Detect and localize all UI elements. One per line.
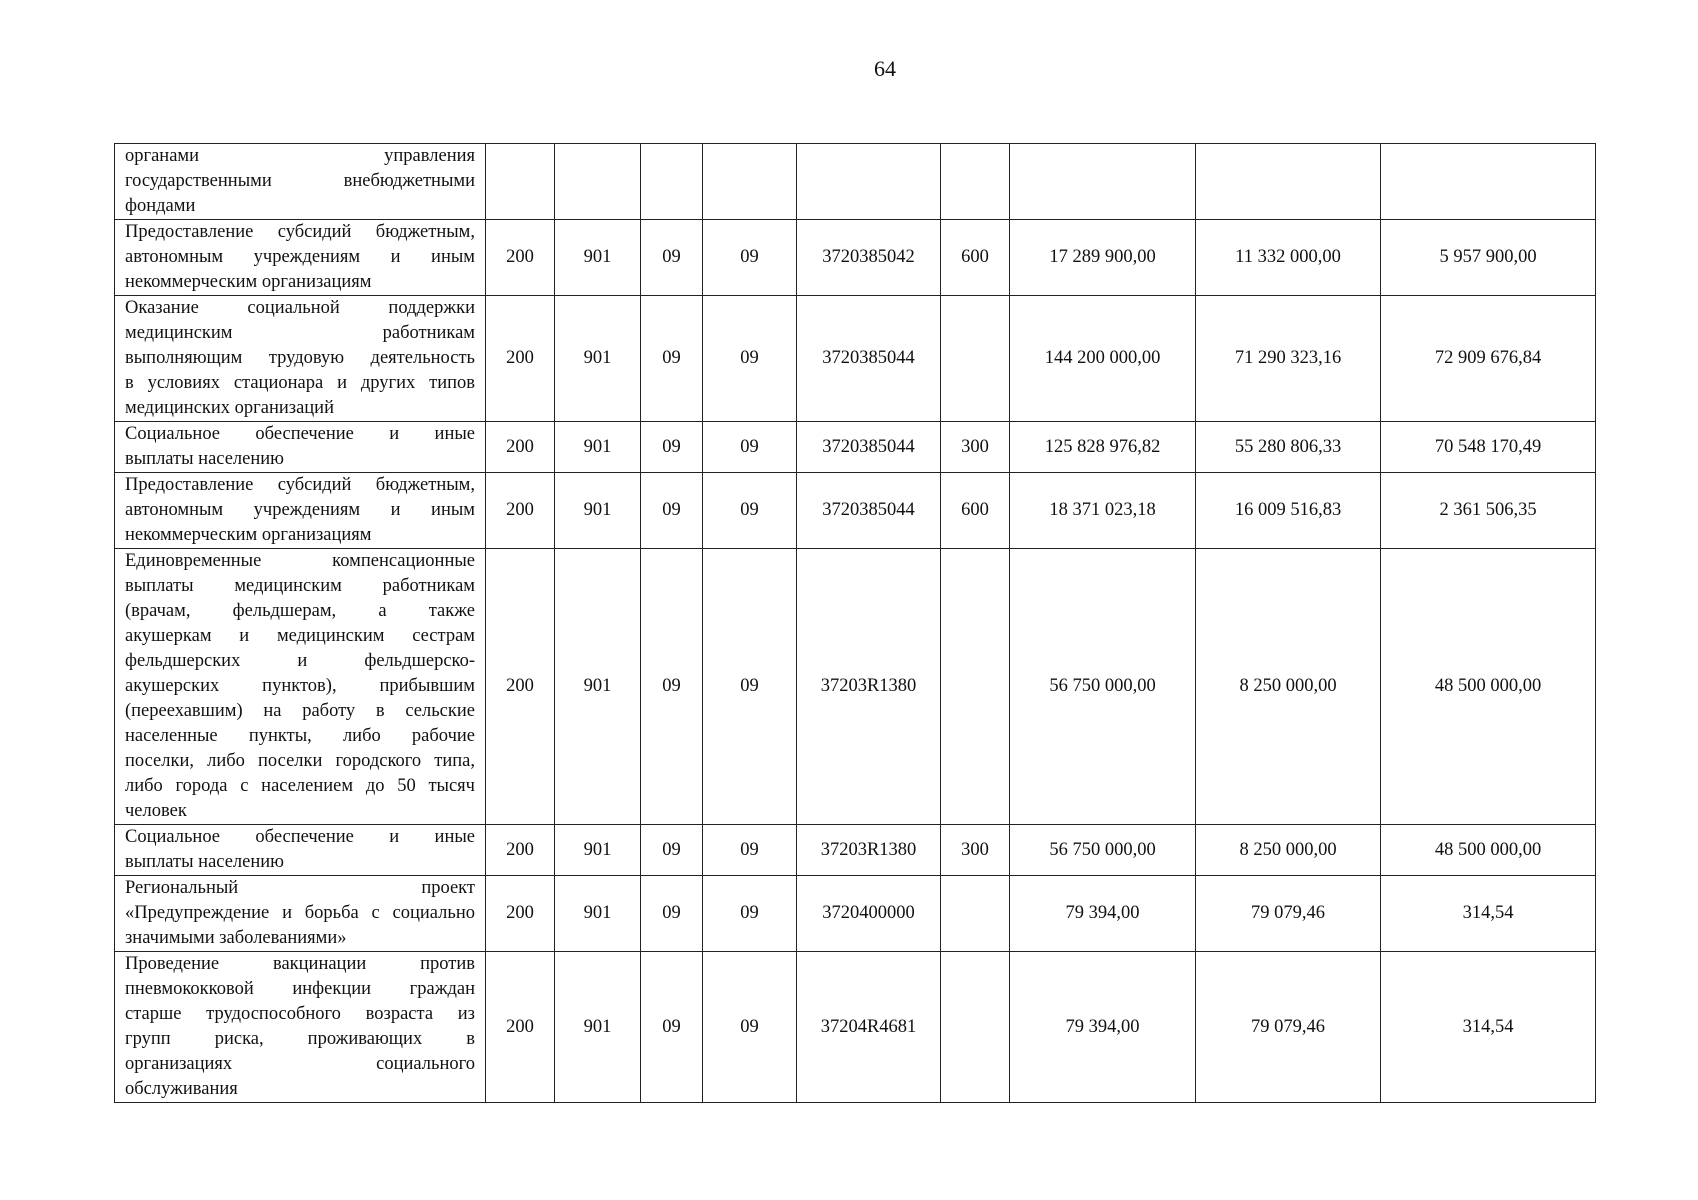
subsection-code-cell: 09 — [703, 952, 797, 1103]
row-name-line: Проведение вакцинации против — [125, 954, 475, 974]
executed-amount-cell: 8 250 000,00 — [1196, 549, 1381, 825]
executed-amount-cell: 11 332 000,00 — [1196, 220, 1381, 296]
row-name-line: медицинским работникам — [125, 323, 475, 343]
code-column-cell: 200 — [486, 473, 555, 549]
ministry-code-cell: 901 — [555, 473, 641, 549]
row-name-line: некоммерческим организациям — [125, 272, 372, 292]
table-row — [115, 549, 1596, 825]
row-name-line: фондами — [125, 196, 196, 216]
row-name-line: организациях социального — [125, 1054, 475, 1074]
row-name-line: поселки, либо поселки городского типа, — [125, 751, 475, 771]
executed-amount-cell: 71 290 323,16 — [1196, 296, 1381, 422]
planned-amount-cell: 125 828 976,82 — [1010, 422, 1196, 473]
subsection-code-cell: 09 — [703, 473, 797, 549]
row-name-line: выплаты населению — [125, 852, 284, 872]
row-name-line: населенные пункты, либо рабочие — [125, 726, 475, 746]
subsection-code-cell: 09 — [703, 825, 797, 876]
code-column-cell: 200 — [486, 220, 555, 296]
remaining-amount-cell — [1381, 144, 1596, 220]
row-name-line: некоммерческим организациям — [125, 525, 372, 545]
expense-type-cell: 300 — [941, 422, 1010, 473]
target-article-cell: 3720385044 — [797, 473, 941, 549]
executed-amount-cell — [1196, 144, 1381, 220]
row-name-line: в условиях стационара и других типов — [125, 373, 475, 393]
page-number: 64 — [874, 56, 896, 81]
row-name-line: Единовременные компенсационные — [125, 551, 475, 571]
row-name-line: либо города с населением до 50 тысяч — [125, 776, 475, 796]
expense-type-cell — [941, 952, 1010, 1103]
row-name-line: Оказание социальной поддержки — [125, 298, 475, 318]
table-row — [115, 144, 1596, 220]
ministry-code-cell: 901 — [555, 876, 641, 952]
ministry-code-cell: 901 — [555, 220, 641, 296]
target-article-cell: 3720400000 — [797, 876, 941, 952]
planned-amount-cell: 17 289 900,00 — [1010, 220, 1196, 296]
row-name-line: автономным учреждениям и иным — [125, 500, 475, 520]
planned-amount-cell: 79 394,00 — [1010, 952, 1196, 1103]
target-article-cell: 37204R4681 — [797, 952, 941, 1103]
row-name-cell — [115, 296, 486, 422]
code-column-cell: 200 — [486, 422, 555, 473]
row-name-line: обслуживания — [125, 1079, 238, 1099]
planned-amount-cell: 56 750 000,00 — [1010, 549, 1196, 825]
section-code-cell: 09 — [641, 952, 703, 1103]
expense-type-cell — [941, 144, 1010, 220]
row-name-line: акушеркам и медицинским сестрам — [125, 626, 475, 646]
section-code-cell: 09 — [641, 549, 703, 825]
subsection-code-cell: 09 — [703, 220, 797, 296]
row-name-cell — [115, 422, 486, 473]
ministry-code-cell — [555, 144, 641, 220]
row-name-cell — [115, 144, 486, 220]
row-name-cell — [115, 549, 486, 825]
planned-amount-cell: 18 371 023,18 — [1010, 473, 1196, 549]
subsection-code-cell: 09 — [703, 549, 797, 825]
row-name-line: выплаты медицинским работникам — [125, 576, 475, 596]
target-article-cell: 37203R1380 — [797, 549, 941, 825]
section-code-cell: 09 — [641, 220, 703, 296]
planned-amount-cell: 56 750 000,00 — [1010, 825, 1196, 876]
table-body — [115, 144, 1596, 1103]
executed-amount-cell: 16 009 516,83 — [1196, 473, 1381, 549]
executed-amount-cell: 55 280 806,33 — [1196, 422, 1381, 473]
row-name-line: групп риска, проживающих в — [125, 1029, 475, 1049]
row-name-line: (переехавшим) на работу в сельские — [125, 701, 475, 721]
code-column-cell: 200 — [486, 296, 555, 422]
table-row — [115, 296, 1596, 422]
expense-type-cell: 600 — [941, 220, 1010, 296]
table-row — [115, 825, 1596, 876]
subsection-code-cell: 09 — [703, 422, 797, 473]
expense-type-cell — [941, 876, 1010, 952]
budget-table — [114, 143, 1596, 1103]
row-name-line: выполняющим трудовую деятельность — [125, 348, 475, 368]
section-code-cell: 09 — [641, 296, 703, 422]
planned-amount-cell: 79 394,00 — [1010, 876, 1196, 952]
code-column-cell: 200 — [486, 952, 555, 1103]
row-name-line: акушерских пунктов), прибывшим — [125, 676, 475, 696]
planned-amount-cell: 144 200 000,00 — [1010, 296, 1196, 422]
row-name-line: фельдшерских и фельдшерско- — [125, 651, 475, 671]
target-article-cell: 3720385044 — [797, 296, 941, 422]
target-article-cell — [797, 144, 941, 220]
ministry-code-cell: 901 — [555, 422, 641, 473]
executed-amount-cell: 8 250 000,00 — [1196, 825, 1381, 876]
table-row — [115, 422, 1596, 473]
target-article-cell: 3720385042 — [797, 220, 941, 296]
target-article-cell: 3720385044 — [797, 422, 941, 473]
row-name-line: выплаты населению — [125, 449, 284, 469]
remaining-amount-cell: 48 500 000,00 — [1381, 825, 1596, 876]
row-name-cell — [115, 473, 486, 549]
row-name-line: старше трудоспособного возраста из — [125, 1004, 475, 1024]
table-row — [115, 220, 1596, 296]
remaining-amount-cell: 48 500 000,00 — [1381, 549, 1596, 825]
remaining-amount-cell: 70 548 170,49 — [1381, 422, 1596, 473]
row-name-line: Социальное обеспечение и иные — [125, 424, 475, 444]
subsection-code-cell: 09 — [703, 876, 797, 952]
remaining-amount-cell: 314,54 — [1381, 952, 1596, 1103]
ministry-code-cell: 901 — [555, 549, 641, 825]
row-name-line: автономным учреждениям и иным — [125, 247, 475, 267]
planned-amount-cell — [1010, 144, 1196, 220]
ministry-code-cell: 901 — [555, 825, 641, 876]
row-name-cell — [115, 825, 486, 876]
executed-amount-cell: 79 079,46 — [1196, 952, 1381, 1103]
row-name-line: органами управления — [125, 146, 475, 166]
row-name-line: Предоставление субсидий бюджетным, — [125, 222, 475, 242]
code-column-cell: 200 — [486, 825, 555, 876]
code-column-cell — [486, 144, 555, 220]
row-name-cell — [115, 876, 486, 952]
section-code-cell: 09 — [641, 825, 703, 876]
section-code-cell: 09 — [641, 876, 703, 952]
table-row — [115, 473, 1596, 549]
ministry-code-cell: 901 — [555, 296, 641, 422]
row-name-line: «Предупреждение и борьба с социально — [125, 903, 475, 923]
row-name-line: Предоставление субсидий бюджетным, — [125, 475, 475, 495]
table-row — [115, 952, 1596, 1103]
section-code-cell: 09 — [641, 473, 703, 549]
row-name-cell — [115, 952, 486, 1103]
expense-type-cell — [941, 549, 1010, 825]
remaining-amount-cell: 5 957 900,00 — [1381, 220, 1596, 296]
section-code-cell — [641, 144, 703, 220]
subsection-code-cell: 09 — [703, 296, 797, 422]
expense-type-cell: 600 — [941, 473, 1010, 549]
subsection-code-cell — [703, 144, 797, 220]
remaining-amount-cell: 314,54 — [1381, 876, 1596, 952]
row-name-cell — [115, 220, 486, 296]
section-code-cell: 09 — [641, 422, 703, 473]
row-name-line: медицинских организаций — [125, 398, 334, 418]
expense-type-cell — [941, 296, 1010, 422]
row-name-line: (врачам, фельдшерам, а также — [125, 601, 475, 621]
code-column-cell: 200 — [486, 876, 555, 952]
row-name-line: пневмококковой инфекции граждан — [125, 979, 475, 999]
row-name-line: значимыми заболеваниями» — [125, 928, 347, 948]
row-name-line: человек — [125, 801, 187, 821]
ministry-code-cell: 901 — [555, 952, 641, 1103]
expense-type-cell: 300 — [941, 825, 1010, 876]
row-name-line: Социальное обеспечение и иные — [125, 827, 475, 847]
remaining-amount-cell: 72 909 676,84 — [1381, 296, 1596, 422]
code-column-cell: 200 — [486, 549, 555, 825]
row-name-line: Региональный проект — [125, 878, 475, 898]
remaining-amount-cell: 2 361 506,35 — [1381, 473, 1596, 549]
row-name-line: государственными внебюджетными — [125, 171, 475, 191]
target-article-cell: 37203R1380 — [797, 825, 941, 876]
table-row — [115, 876, 1596, 952]
executed-amount-cell: 79 079,46 — [1196, 876, 1381, 952]
